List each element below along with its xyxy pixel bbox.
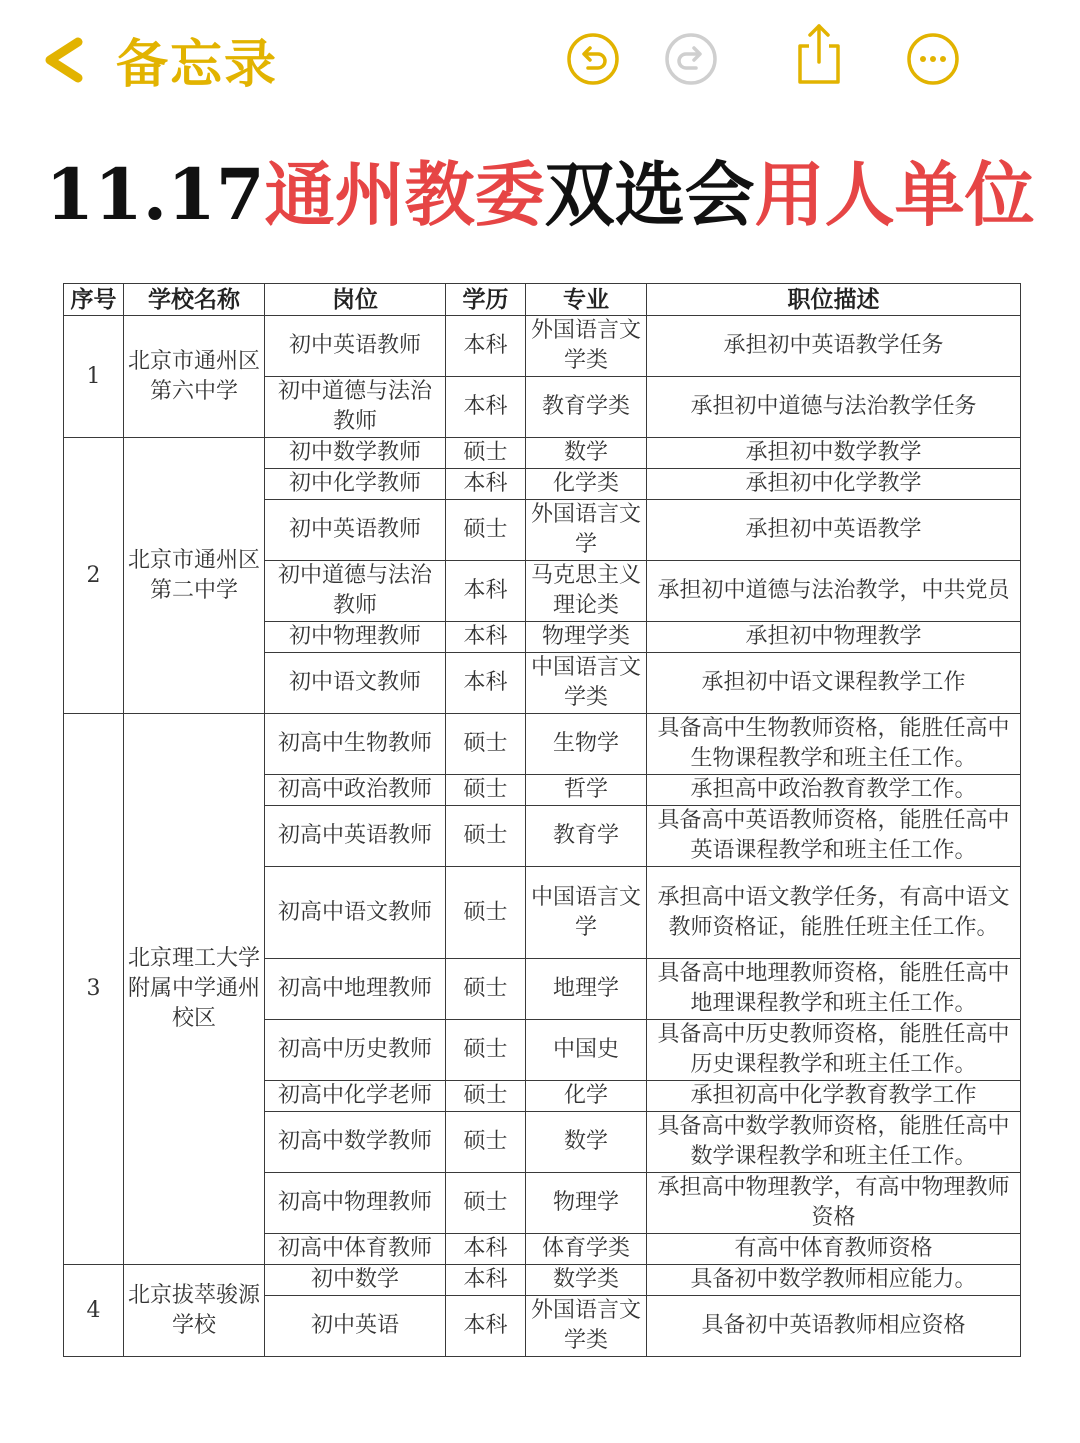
cell-education: 本科 xyxy=(446,1296,526,1357)
cell-major: 体育学类 xyxy=(526,1234,647,1265)
cell-description: 具备高中地理教师资格，能胜任高中地理课程教学和班主任工作。 xyxy=(647,959,1021,1020)
cell-post: 初高中地理教师 xyxy=(265,959,446,1020)
cell-post: 初高中生物教师 xyxy=(265,714,446,775)
cell-post: 初中数学教师 xyxy=(265,438,446,469)
cell-post: 初高中历史教师 xyxy=(265,1020,446,1081)
back-label: 备忘录 xyxy=(116,35,279,95)
cell-post: 初中语文教师 xyxy=(265,653,446,714)
cell-description: 承担高中物理教学，有高中物理教师资格 xyxy=(647,1173,1021,1234)
cell-education: 硕士 xyxy=(446,714,526,775)
cell-description: 有高中体育教师资格 xyxy=(647,1234,1021,1265)
school-name: 北京拔萃骏源学校 xyxy=(124,1265,265,1357)
school-no: 2 xyxy=(64,438,124,714)
header-description: 职位描述 xyxy=(647,284,1021,316)
header-post: 岗位 xyxy=(265,284,446,316)
cell-education: 硕士 xyxy=(446,1173,526,1234)
redo-button[interactable] xyxy=(664,32,718,86)
cell-post: 初高中物理教师 xyxy=(265,1173,446,1234)
title-date: 11.17 xyxy=(45,153,265,236)
cell-post: 初高中化学老师 xyxy=(265,1081,446,1112)
cell-description: 承担初中英语教学 xyxy=(647,500,1021,561)
cell-education: 本科 xyxy=(446,1234,526,1265)
toolbar xyxy=(0,0,1080,115)
cell-education: 硕士 xyxy=(446,500,526,561)
cell-major: 教育学类 xyxy=(526,377,647,438)
cell-post: 初中英语 xyxy=(265,1296,446,1357)
cell-major: 地理学 xyxy=(526,959,647,1020)
page-title xyxy=(0,150,1080,240)
cell-description: 承担初中英语教学任务 xyxy=(647,316,1021,377)
cell-education: 硕士 xyxy=(446,775,526,806)
header-major: 专业 xyxy=(526,284,647,316)
cell-education: 本科 xyxy=(446,653,526,714)
share-icon xyxy=(792,22,846,86)
cell-education: 本科 xyxy=(446,561,526,622)
title-part-2: 双选会 xyxy=(544,153,755,236)
back-button[interactable] xyxy=(40,22,278,97)
cell-major: 化学 xyxy=(526,1081,647,1112)
undo-button[interactable] xyxy=(566,32,620,86)
school-no: 3 xyxy=(64,714,124,1265)
share-button[interactable] xyxy=(792,22,846,86)
title-part-3: 用人单位 xyxy=(754,153,1035,236)
cell-major: 哲学 xyxy=(526,775,647,806)
cell-major: 外国语言文学类 xyxy=(526,316,647,377)
cell-major: 数学 xyxy=(526,438,647,469)
cell-major: 外国语言文学 xyxy=(526,500,647,561)
cell-education: 本科 xyxy=(446,622,526,653)
cell-education: 本科 xyxy=(446,469,526,500)
cell-post: 初中化学教师 xyxy=(265,469,446,500)
header-education: 学历 xyxy=(446,284,526,316)
cell-description: 承担初中道德与法治教学，中共党员 xyxy=(647,561,1021,622)
undo-icon xyxy=(566,32,620,86)
cell-major: 外国语言文学类 xyxy=(526,1296,647,1357)
cell-description: 具备高中历史教师资格，能胜任高中历史课程教学和班主任工作。 xyxy=(647,1020,1021,1081)
cell-education: 本科 xyxy=(446,316,526,377)
cell-description: 承担初中物理教学 xyxy=(647,622,1021,653)
cell-education: 硕士 xyxy=(446,1081,526,1112)
cell-post: 初中数学 xyxy=(265,1265,446,1296)
cell-major: 中国语言文学 xyxy=(526,867,647,959)
school-no: 4 xyxy=(64,1265,124,1357)
cell-post: 初中英语教师 xyxy=(265,500,446,561)
cell-education: 本科 xyxy=(446,377,526,438)
cell-education: 硕士 xyxy=(446,867,526,959)
cell-post: 初中英语教师 xyxy=(265,316,446,377)
cell-major: 中国语言文学类 xyxy=(526,653,647,714)
cell-post: 初高中数学教师 xyxy=(265,1112,446,1173)
cell-description: 承担初中化学教学 xyxy=(647,469,1021,500)
cell-description: 具备初中英语教师相应资格 xyxy=(647,1296,1021,1357)
cell-major: 数学 xyxy=(526,1112,647,1173)
cell-description: 具备高中英语教师资格，能胜任高中英语课程教学和班主任工作。 xyxy=(647,806,1021,867)
cell-major: 物理学类 xyxy=(526,622,647,653)
cell-education: 硕士 xyxy=(446,438,526,469)
cell-major: 化学类 xyxy=(526,469,647,500)
cell-education: 硕士 xyxy=(446,1112,526,1173)
cell-description: 承担高中政治教育教学工作。 xyxy=(647,775,1021,806)
more-icon xyxy=(906,32,960,86)
cell-major: 生物学 xyxy=(526,714,647,775)
more-button[interactable] xyxy=(906,32,960,86)
cell-description: 承担初中道德与法治教学任务 xyxy=(647,377,1021,438)
cell-education: 硕士 xyxy=(446,959,526,1020)
table-header-row xyxy=(64,284,1021,316)
cell-education: 本科 xyxy=(446,1265,526,1296)
cell-education: 硕士 xyxy=(446,806,526,867)
school-name: 北京市通州区第二中学 xyxy=(124,438,265,714)
header-school: 学校名称 xyxy=(124,284,265,316)
cell-post: 初中物理教师 xyxy=(265,622,446,653)
cell-post: 初高中语文教师 xyxy=(265,867,446,959)
cell-major: 中国史 xyxy=(526,1020,647,1081)
table-row xyxy=(64,316,1021,377)
cell-post: 初高中英语教师 xyxy=(265,806,446,867)
title-part-1: 通州教委 xyxy=(264,153,545,236)
table-row xyxy=(64,714,1021,775)
chevron-left-icon xyxy=(40,28,86,92)
cell-description: 承担初高中化学教育教学工作 xyxy=(647,1081,1021,1112)
redo-icon xyxy=(664,32,718,86)
header-no: 序号 xyxy=(64,284,124,316)
cell-description: 具备高中生物教师资格，能胜任高中生物课程教学和班主任工作。 xyxy=(647,714,1021,775)
cell-description: 具备高中数学教师资格，能胜任高中数学课程教学和班主任工作。 xyxy=(647,1112,1021,1173)
cell-post: 初高中体育教师 xyxy=(265,1234,446,1265)
school-name: 北京理工大学附属中学通州校区 xyxy=(124,714,265,1265)
table-row xyxy=(64,438,1021,469)
school-name: 北京市通州区第六中学 xyxy=(124,316,265,438)
school-no: 1 xyxy=(64,316,124,438)
recruitment-table xyxy=(63,283,1021,1357)
cell-description: 具备初中数学教师相应能力。 xyxy=(647,1265,1021,1296)
cell-description: 承担高中语文教学任务，有高中语文教师资格证，能胜任班主任工作。 xyxy=(647,867,1021,959)
cell-description: 承担初中数学教学 xyxy=(647,438,1021,469)
cell-major: 马克思主义理论类 xyxy=(526,561,647,622)
table-row xyxy=(64,1265,1021,1296)
cell-post: 初中道德与法治教师 xyxy=(265,377,446,438)
cell-education: 硕士 xyxy=(446,1020,526,1081)
cell-major: 物理学 xyxy=(526,1173,647,1234)
cell-post: 初高中政治教师 xyxy=(265,775,446,806)
cell-major: 数学类 xyxy=(526,1265,647,1296)
cell-post: 初中道德与法治教师 xyxy=(265,561,446,622)
cell-description: 承担初中语文课程教学工作 xyxy=(647,653,1021,714)
cell-major: 教育学 xyxy=(526,806,647,867)
